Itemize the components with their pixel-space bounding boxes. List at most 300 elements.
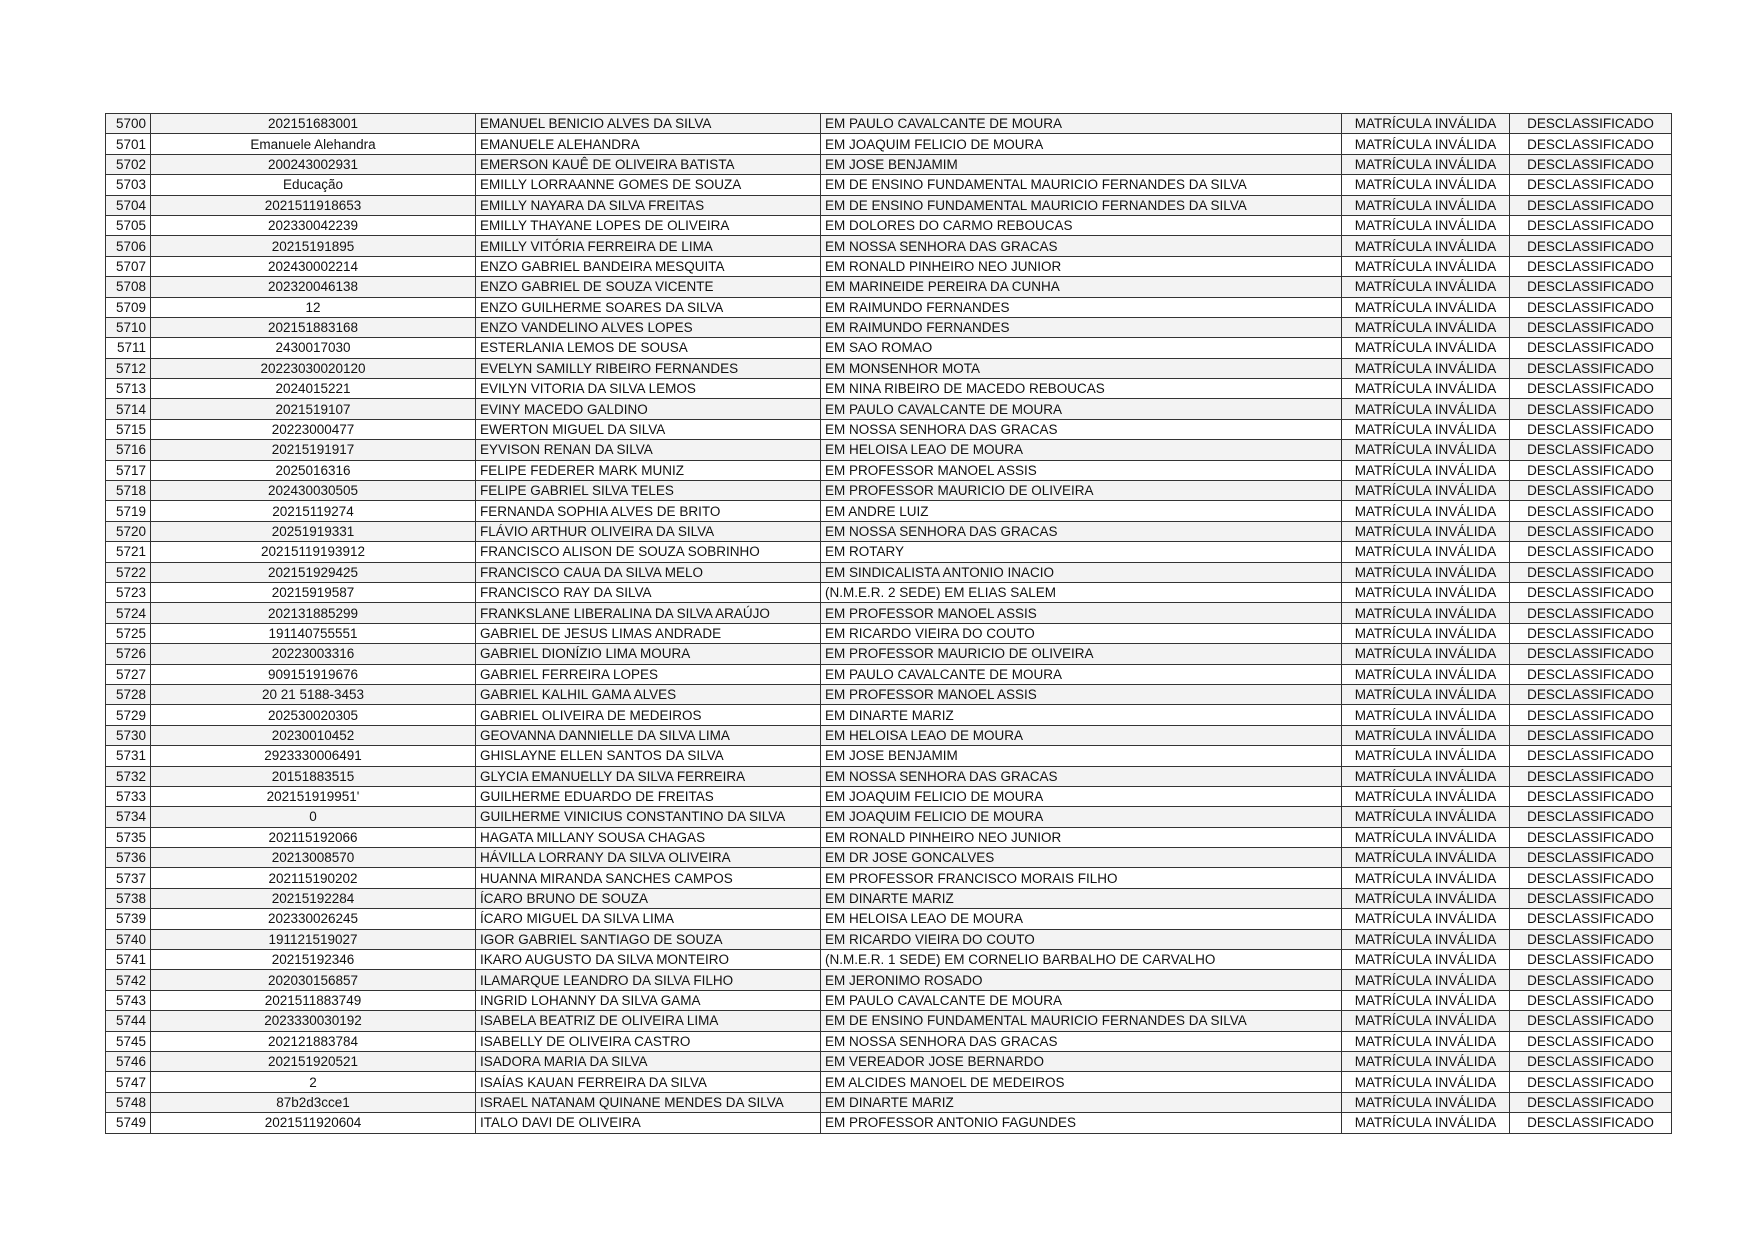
school-name-cell: EM DE ENSINO FUNDAMENTAL MAURICIO FERNANDES DA SILVA (821, 195, 1342, 215)
result-cell: DESCLASSIFICADO (1510, 297, 1672, 317)
table-row (106, 582, 1672, 602)
status-cell: MATRÍCULA INVÁLIDA (1342, 460, 1510, 480)
row-number-cell: 5738 (106, 888, 151, 908)
table-row (106, 399, 1672, 419)
row-number-cell: 5747 (106, 1072, 151, 1092)
student-name-cell: FELIPE GABRIEL SILVA TELES (476, 481, 821, 501)
registration-number-cell: 202115190202 (151, 868, 476, 888)
table-row (106, 807, 1672, 827)
school-name-cell: EM VEREADOR JOSE BERNARDO (821, 1051, 1342, 1071)
table-row (106, 1051, 1672, 1071)
result-cell: DESCLASSIFICADO (1510, 481, 1672, 501)
row-number-cell: 5701 (106, 134, 151, 154)
status-cell: MATRÍCULA INVÁLIDA (1342, 766, 1510, 786)
registration-number-cell: Educação (151, 175, 476, 195)
status-cell: MATRÍCULA INVÁLIDA (1342, 358, 1510, 378)
status-cell: MATRÍCULA INVÁLIDA (1342, 950, 1510, 970)
registration-number-cell: 20223003316 (151, 644, 476, 664)
school-name-cell: EM ANDRE LUIZ (821, 501, 1342, 521)
table-row (106, 1011, 1672, 1031)
registration-number-cell: 202151920521 (151, 1051, 476, 1071)
status-cell: MATRÍCULA INVÁLIDA (1342, 562, 1510, 582)
student-name-cell: HAGATA MILLANY SOUSA CHAGAS (476, 827, 821, 847)
registration-number-cell: 191121519027 (151, 929, 476, 949)
student-name-cell: HÁVILLA LORRANY DA SILVA OLIVEIRA (476, 848, 821, 868)
registration-number-cell: 2 (151, 1072, 476, 1092)
student-name-cell: EMANUEL BENICIO ALVES DA SILVA (476, 114, 821, 134)
table-row (106, 521, 1672, 541)
status-cell: MATRÍCULA INVÁLIDA (1342, 664, 1510, 684)
row-number-cell: 5741 (106, 950, 151, 970)
table-row (106, 684, 1672, 704)
table-row (106, 664, 1672, 684)
school-name-cell: EM JERONIMO ROSADO (821, 970, 1342, 990)
registration-number-cell: 20215192284 (151, 888, 476, 908)
school-name-cell: EM PAULO CAVALCANTE DE MOURA (821, 990, 1342, 1010)
student-name-cell: ITALO DAVI DE OLIVEIRA (476, 1113, 821, 1133)
result-cell: DESCLASSIFICADO (1510, 175, 1672, 195)
school-name-cell: EM JOAQUIM FELICIO DE MOURA (821, 134, 1342, 154)
row-number-cell: 5709 (106, 297, 151, 317)
table-row (106, 297, 1672, 317)
result-cell: DESCLASSIFICADO (1510, 542, 1672, 562)
registration-number-cell: 0 (151, 807, 476, 827)
status-cell: MATRÍCULA INVÁLIDA (1342, 175, 1510, 195)
school-name-cell: EM SAO ROMAO (821, 338, 1342, 358)
school-name-cell: EM ROTARY (821, 542, 1342, 562)
school-name-cell: EM MARINEIDE PEREIRA DA CUNHA (821, 277, 1342, 297)
student-name-cell: EVILYN VITORIA DA SILVA LEMOS (476, 379, 821, 399)
status-cell: MATRÍCULA INVÁLIDA (1342, 236, 1510, 256)
registration-number-cell: 2021511918653 (151, 195, 476, 215)
status-cell: MATRÍCULA INVÁLIDA (1342, 277, 1510, 297)
status-cell: MATRÍCULA INVÁLIDA (1342, 1031, 1510, 1051)
status-cell: MATRÍCULA INVÁLIDA (1342, 807, 1510, 827)
result-cell: DESCLASSIFICADO (1510, 460, 1672, 480)
registration-number-cell: Emanuele Alehandra (151, 134, 476, 154)
status-cell: MATRÍCULA INVÁLIDA (1342, 256, 1510, 276)
school-name-cell: EM DE ENSINO FUNDAMENTAL MAURICIO FERNANDES DA SILVA (821, 1011, 1342, 1031)
status-cell: MATRÍCULA INVÁLIDA (1342, 440, 1510, 460)
school-name-cell: EM DINARTE MARIZ (821, 705, 1342, 725)
status-cell: MATRÍCULA INVÁLIDA (1342, 379, 1510, 399)
student-name-cell: ISABELA BEATRIZ DE OLIVEIRA LIMA (476, 1011, 821, 1031)
status-cell: MATRÍCULA INVÁLIDA (1342, 521, 1510, 541)
registration-number-cell: 202131885299 (151, 603, 476, 623)
school-name-cell: EM JOAQUIM FELICIO DE MOURA (821, 786, 1342, 806)
registration-number-cell: 2021511883749 (151, 990, 476, 1010)
row-number-cell: 5743 (106, 990, 151, 1010)
registration-number-cell: 202430030505 (151, 481, 476, 501)
school-name-cell: EM NOSSA SENHORA DAS GRACAS (821, 766, 1342, 786)
status-cell: MATRÍCULA INVÁLIDA (1342, 215, 1510, 235)
status-cell: MATRÍCULA INVÁLIDA (1342, 195, 1510, 215)
table-row (106, 134, 1672, 154)
status-cell: MATRÍCULA INVÁLIDA (1342, 705, 1510, 725)
status-cell: MATRÍCULA INVÁLIDA (1342, 419, 1510, 439)
status-cell: MATRÍCULA INVÁLIDA (1342, 154, 1510, 174)
status-cell: MATRÍCULA INVÁLIDA (1342, 623, 1510, 643)
table-row (106, 746, 1672, 766)
row-number-cell: 5721 (106, 542, 151, 562)
student-name-cell: FRANCISCO CAUA DA SILVA MELO (476, 562, 821, 582)
registration-number-cell: 202320046138 (151, 277, 476, 297)
row-number-cell: 5728 (106, 684, 151, 704)
registration-number-cell: 2923330006491 (151, 746, 476, 766)
row-number-cell: 5715 (106, 419, 151, 439)
result-cell: DESCLASSIFICADO (1510, 929, 1672, 949)
table-row (106, 215, 1672, 235)
registration-number-cell: 202330026245 (151, 909, 476, 929)
school-name-cell: EM JOSE BENJAMIM (821, 154, 1342, 174)
row-number-cell: 5729 (106, 705, 151, 725)
result-cell: DESCLASSIFICADO (1510, 664, 1672, 684)
school-name-cell: EM PROFESSOR ANTONIO FAGUNDES (821, 1113, 1342, 1133)
status-cell: MATRÍCULA INVÁLIDA (1342, 786, 1510, 806)
result-cell: DESCLASSIFICADO (1510, 134, 1672, 154)
row-number-cell: 5703 (106, 175, 151, 195)
student-name-cell: FERNANDA SOPHIA ALVES DE BRITO (476, 501, 821, 521)
student-name-cell: GLYCIA EMANUELLY DA SILVA FERREIRA (476, 766, 821, 786)
row-number-cell: 5742 (106, 970, 151, 990)
result-cell: DESCLASSIFICADO (1510, 1051, 1672, 1071)
school-name-cell: EM NOSSA SENHORA DAS GRACAS (821, 1031, 1342, 1051)
status-cell: MATRÍCULA INVÁLIDA (1342, 1051, 1510, 1071)
result-cell: DESCLASSIFICADO (1510, 909, 1672, 929)
result-cell: DESCLASSIFICADO (1510, 317, 1672, 337)
student-name-cell: ENZO GABRIEL BANDEIRA MESQUITA (476, 256, 821, 276)
student-name-cell: EWERTON MIGUEL DA SILVA (476, 419, 821, 439)
table-row (106, 1072, 1672, 1092)
student-name-cell: GABRIEL OLIVEIRA DE MEDEIROS (476, 705, 821, 725)
status-cell: MATRÍCULA INVÁLIDA (1342, 909, 1510, 929)
registration-number-cell: 20215919587 (151, 582, 476, 602)
result-cell: DESCLASSIFICADO (1510, 256, 1672, 276)
row-number-cell: 5745 (106, 1031, 151, 1051)
school-name-cell: EM DR JOSE GONCALVES (821, 848, 1342, 868)
row-number-cell: 5717 (106, 460, 151, 480)
status-cell: MATRÍCULA INVÁLIDA (1342, 888, 1510, 908)
registration-number-cell: 909151919676 (151, 664, 476, 684)
school-name-cell: (N.M.E.R. 2 SEDE) EM ELIAS SALEM (821, 582, 1342, 602)
result-cell: DESCLASSIFICADO (1510, 766, 1672, 786)
row-number-cell: 5737 (106, 868, 151, 888)
result-cell: DESCLASSIFICADO (1510, 358, 1672, 378)
student-name-cell: EVINY MACEDO GALDINO (476, 399, 821, 419)
student-name-cell: ISAÍAS KAUAN FERREIRA DA SILVA (476, 1072, 821, 1092)
school-name-cell: EM NOSSA SENHORA DAS GRACAS (821, 236, 1342, 256)
school-name-cell: EM PAULO CAVALCANTE DE MOURA (821, 664, 1342, 684)
result-cell: DESCLASSIFICADO (1510, 725, 1672, 745)
student-name-cell: GABRIEL KALHIL GAMA ALVES (476, 684, 821, 704)
table-row (106, 848, 1672, 868)
result-cell: DESCLASSIFICADO (1510, 236, 1672, 256)
result-cell: DESCLASSIFICADO (1510, 684, 1672, 704)
registration-number-cell: 202430002214 (151, 256, 476, 276)
status-cell: MATRÍCULA INVÁLIDA (1342, 134, 1510, 154)
school-name-cell: EM ALCIDES MANOEL DE MEDEIROS (821, 1072, 1342, 1092)
result-cell: DESCLASSIFICADO (1510, 1113, 1672, 1133)
result-cell: DESCLASSIFICADO (1510, 603, 1672, 623)
result-cell: DESCLASSIFICADO (1510, 868, 1672, 888)
table-row (106, 317, 1672, 337)
registration-number-cell: 200243002931 (151, 154, 476, 174)
registration-number-cell: 2025016316 (151, 460, 476, 480)
student-name-cell: FLÁVIO ARTHUR OLIVEIRA DA SILVA (476, 521, 821, 541)
row-number-cell: 5704 (106, 195, 151, 215)
table-row (106, 481, 1672, 501)
school-name-cell: EM MONSENHOR MOTA (821, 358, 1342, 378)
student-name-cell: EVELYN SAMILLY RIBEIRO FERNANDES (476, 358, 821, 378)
school-name-cell: EM HELOISA LEAO DE MOURA (821, 909, 1342, 929)
student-name-cell: HUANNA MIRANDA SANCHES CAMPOS (476, 868, 821, 888)
row-number-cell: 5716 (106, 440, 151, 460)
school-name-cell: EM PROFESSOR MANOEL ASSIS (821, 460, 1342, 480)
student-name-cell: FELIPE FEDERER MARK MUNIZ (476, 460, 821, 480)
row-number-cell: 5749 (106, 1113, 151, 1133)
result-cell: DESCLASSIFICADO (1510, 114, 1672, 134)
table-row (106, 256, 1672, 276)
school-name-cell: EM DOLORES DO CARMO REBOUCAS (821, 215, 1342, 235)
table-row (106, 154, 1672, 174)
table-row (106, 338, 1672, 358)
status-cell: MATRÍCULA INVÁLIDA (1342, 542, 1510, 562)
table-row (106, 705, 1672, 725)
row-number-cell: 5748 (106, 1092, 151, 1112)
registration-number-cell: 87b2d3cce1 (151, 1092, 476, 1112)
row-number-cell: 5730 (106, 725, 151, 745)
result-cell: DESCLASSIFICADO (1510, 746, 1672, 766)
row-number-cell: 5706 (106, 236, 151, 256)
table-row (106, 277, 1672, 297)
student-name-cell: ISRAEL NATANAM QUINANE MENDES DA SILVA (476, 1092, 821, 1112)
registration-number-cell: 202121883784 (151, 1031, 476, 1051)
result-cell: DESCLASSIFICADO (1510, 582, 1672, 602)
result-cell: DESCLASSIFICADO (1510, 419, 1672, 439)
table-row (106, 603, 1672, 623)
result-cell: DESCLASSIFICADO (1510, 154, 1672, 174)
status-cell: MATRÍCULA INVÁLIDA (1342, 1011, 1510, 1031)
table-row (106, 827, 1672, 847)
school-name-cell: EM RONALD PINHEIRO NEO JUNIOR (821, 827, 1342, 847)
row-number-cell: 5732 (106, 766, 151, 786)
row-number-cell: 5734 (106, 807, 151, 827)
status-cell: MATRÍCULA INVÁLIDA (1342, 990, 1510, 1010)
row-number-cell: 5727 (106, 664, 151, 684)
result-cell: DESCLASSIFICADO (1510, 1072, 1672, 1092)
registration-number-cell: 12 (151, 297, 476, 317)
row-number-cell: 5724 (106, 603, 151, 623)
row-number-cell: 5722 (106, 562, 151, 582)
status-cell: MATRÍCULA INVÁLIDA (1342, 644, 1510, 664)
result-cell: DESCLASSIFICADO (1510, 338, 1672, 358)
row-number-cell: 5707 (106, 256, 151, 276)
registration-number-cell: 202151929425 (151, 562, 476, 582)
row-number-cell: 5736 (106, 848, 151, 868)
row-number-cell: 5714 (106, 399, 151, 419)
table-row (106, 929, 1672, 949)
status-cell: MATRÍCULA INVÁLIDA (1342, 746, 1510, 766)
registration-number-cell: 2021511920604 (151, 1113, 476, 1133)
school-name-cell: EM RONALD PINHEIRO NEO JUNIOR (821, 256, 1342, 276)
school-name-cell: EM DINARTE MARIZ (821, 1092, 1342, 1112)
student-name-cell: ISABELLY DE OLIVEIRA CASTRO (476, 1031, 821, 1051)
table-row (106, 766, 1672, 786)
student-name-cell: ÍCARO BRUNO DE SOUZA (476, 888, 821, 908)
student-name-cell: GEOVANNA DANNIELLE DA SILVA LIMA (476, 725, 821, 745)
table-row (106, 990, 1672, 1010)
status-cell: MATRÍCULA INVÁLIDA (1342, 481, 1510, 501)
status-cell: MATRÍCULA INVÁLIDA (1342, 725, 1510, 745)
row-number-cell: 5712 (106, 358, 151, 378)
status-cell: MATRÍCULA INVÁLIDA (1342, 1092, 1510, 1112)
table-row (106, 195, 1672, 215)
row-number-cell: 5713 (106, 379, 151, 399)
registration-number-cell: 20215191895 (151, 236, 476, 256)
registration-number-cell: 2430017030 (151, 338, 476, 358)
school-name-cell: EM NOSSA SENHORA DAS GRACAS (821, 419, 1342, 439)
table-row (106, 1092, 1672, 1112)
row-number-cell: 5710 (106, 317, 151, 337)
school-name-cell: EM RAIMUNDO FERNANDES (821, 297, 1342, 317)
result-cell: DESCLASSIFICADO (1510, 950, 1672, 970)
row-number-cell: 5720 (106, 521, 151, 541)
school-name-cell: EM RICARDO VIEIRA DO COUTO (821, 623, 1342, 643)
table-row (106, 786, 1672, 806)
student-name-cell: GHISLAYNE ELLEN SANTOS DA SILVA (476, 746, 821, 766)
result-cell: DESCLASSIFICADO (1510, 379, 1672, 399)
registration-number-cell: 202330042239 (151, 215, 476, 235)
row-number-cell: 5726 (106, 644, 151, 664)
status-cell: MATRÍCULA INVÁLIDA (1342, 399, 1510, 419)
student-name-cell: GUILHERME VINICIUS CONSTANTINO DA SILVA (476, 807, 821, 827)
school-name-cell: EM RICARDO VIEIRA DO COUTO (821, 929, 1342, 949)
status-cell: MATRÍCULA INVÁLIDA (1342, 827, 1510, 847)
result-cell: DESCLASSIFICADO (1510, 786, 1672, 806)
status-cell: MATRÍCULA INVÁLIDA (1342, 929, 1510, 949)
table-row (106, 1113, 1672, 1133)
table-row (106, 440, 1672, 460)
table-row (106, 909, 1672, 929)
status-cell: MATRÍCULA INVÁLIDA (1342, 501, 1510, 521)
student-name-cell: IKARO AUGUSTO DA SILVA MONTEIRO (476, 950, 821, 970)
result-cell: DESCLASSIFICADO (1510, 521, 1672, 541)
results-table (105, 113, 1672, 1134)
result-cell: DESCLASSIFICADO (1510, 215, 1672, 235)
registration-number-cell: 202030156857 (151, 970, 476, 990)
registration-number-cell: 2023330030192 (151, 1011, 476, 1031)
row-number-cell: 5718 (106, 481, 151, 501)
result-cell: DESCLASSIFICADO (1510, 562, 1672, 582)
school-name-cell: EM DE ENSINO FUNDAMENTAL MAURICIO FERNANDES DA SILVA (821, 175, 1342, 195)
row-number-cell: 5744 (106, 1011, 151, 1031)
student-name-cell: FRANKSLANE LIBERALINA DA SILVA ARAÚJO (476, 603, 821, 623)
student-name-cell: EMANUELE ALEHANDRA (476, 134, 821, 154)
table-row (106, 379, 1672, 399)
results-table-body (106, 114, 1672, 1134)
result-cell: DESCLASSIFICADO (1510, 1011, 1672, 1031)
school-name-cell: EM RAIMUNDO FERNANDES (821, 317, 1342, 337)
result-cell: DESCLASSIFICADO (1510, 501, 1672, 521)
student-name-cell: ISADORA MARIA DA SILVA (476, 1051, 821, 1071)
student-name-cell: ILAMARQUE LEANDRO DA SILVA FILHO (476, 970, 821, 990)
school-name-cell: EM HELOISA LEAO DE MOURA (821, 725, 1342, 745)
row-number-cell: 5702 (106, 154, 151, 174)
registration-number-cell: 20 21 5188-3453 (151, 684, 476, 704)
row-number-cell: 5705 (106, 215, 151, 235)
table-row (106, 562, 1672, 582)
result-cell: DESCLASSIFICADO (1510, 990, 1672, 1010)
result-cell: DESCLASSIFICADO (1510, 277, 1672, 297)
row-number-cell: 5731 (106, 746, 151, 766)
row-number-cell: 5719 (106, 501, 151, 521)
result-cell: DESCLASSIFICADO (1510, 1092, 1672, 1112)
registration-number-cell: 2024015221 (151, 379, 476, 399)
student-name-cell: IGOR GABRIEL SANTIAGO DE SOUZA (476, 929, 821, 949)
status-cell: MATRÍCULA INVÁLIDA (1342, 848, 1510, 868)
row-number-cell: 5700 (106, 114, 151, 134)
status-cell: MATRÍCULA INVÁLIDA (1342, 582, 1510, 602)
student-name-cell: FRANCISCO ALISON DE SOUZA SOBRINHO (476, 542, 821, 562)
row-number-cell: 5708 (106, 277, 151, 297)
school-name-cell: EM PROFESSOR MAURICIO DE OLIVEIRA (821, 481, 1342, 501)
school-name-cell: EM NOSSA SENHORA DAS GRACAS (821, 521, 1342, 541)
registration-number-cell: 20213008570 (151, 848, 476, 868)
table-row (106, 419, 1672, 439)
school-name-cell: (N.M.E.R. 1 SEDE) EM CORNELIO BARBALHO DE CARVALHO (821, 950, 1342, 970)
student-name-cell: EMILLY NAYARA DA SILVA FREITAS (476, 195, 821, 215)
student-name-cell: GABRIEL FERREIRA LOPES (476, 664, 821, 684)
school-name-cell: EM PROFESSOR MANOEL ASSIS (821, 603, 1342, 623)
result-cell: DESCLASSIFICADO (1510, 644, 1672, 664)
student-name-cell: EMERSON KAUÊ DE OLIVEIRA BATISTA (476, 154, 821, 174)
registration-number-cell: 2021519107 (151, 399, 476, 419)
status-cell: MATRÍCULA INVÁLIDA (1342, 684, 1510, 704)
table-row (106, 725, 1672, 745)
status-cell: MATRÍCULA INVÁLIDA (1342, 297, 1510, 317)
student-name-cell: ENZO GUILHERME SOARES DA SILVA (476, 297, 821, 317)
result-cell: DESCLASSIFICADO (1510, 705, 1672, 725)
table-row (106, 1031, 1672, 1051)
registration-number-cell: 20223030020120 (151, 358, 476, 378)
table-row (106, 358, 1672, 378)
school-name-cell: EM DINARTE MARIZ (821, 888, 1342, 908)
registration-number-cell: 202151683001 (151, 114, 476, 134)
status-cell: MATRÍCULA INVÁLIDA (1342, 114, 1510, 134)
student-name-cell: EMILLY THAYANE LOPES DE OLIVEIRA (476, 215, 821, 235)
table-row (106, 970, 1672, 990)
result-cell: DESCLASSIFICADO (1510, 848, 1672, 868)
student-name-cell: GUILHERME EDUARDO DE FREITAS (476, 786, 821, 806)
result-cell: DESCLASSIFICADO (1510, 970, 1672, 990)
school-name-cell: EM JOSE BENJAMIM (821, 746, 1342, 766)
student-name-cell: EMILLY LORRAANNE GOMES DE SOUZA (476, 175, 821, 195)
registration-number-cell: 202151883168 (151, 317, 476, 337)
registration-number-cell: 20151883515 (151, 766, 476, 786)
student-name-cell: EMILLY VITÓRIA FERREIRA DE LIMA (476, 236, 821, 256)
table-row (106, 542, 1672, 562)
student-name-cell: FRANCISCO RAY DA SILVA (476, 582, 821, 602)
school-name-cell: EM PAULO CAVALCANTE DE MOURA (821, 399, 1342, 419)
table-row (106, 460, 1672, 480)
row-number-cell: 5740 (106, 929, 151, 949)
school-name-cell: EM PAULO CAVALCANTE DE MOURA (821, 114, 1342, 134)
registration-number-cell: 20215191917 (151, 440, 476, 460)
result-cell: DESCLASSIFICADO (1510, 623, 1672, 643)
table-row (106, 888, 1672, 908)
table-row (106, 175, 1672, 195)
student-name-cell: INGRID LOHANNY DA SILVA GAMA (476, 990, 821, 1010)
